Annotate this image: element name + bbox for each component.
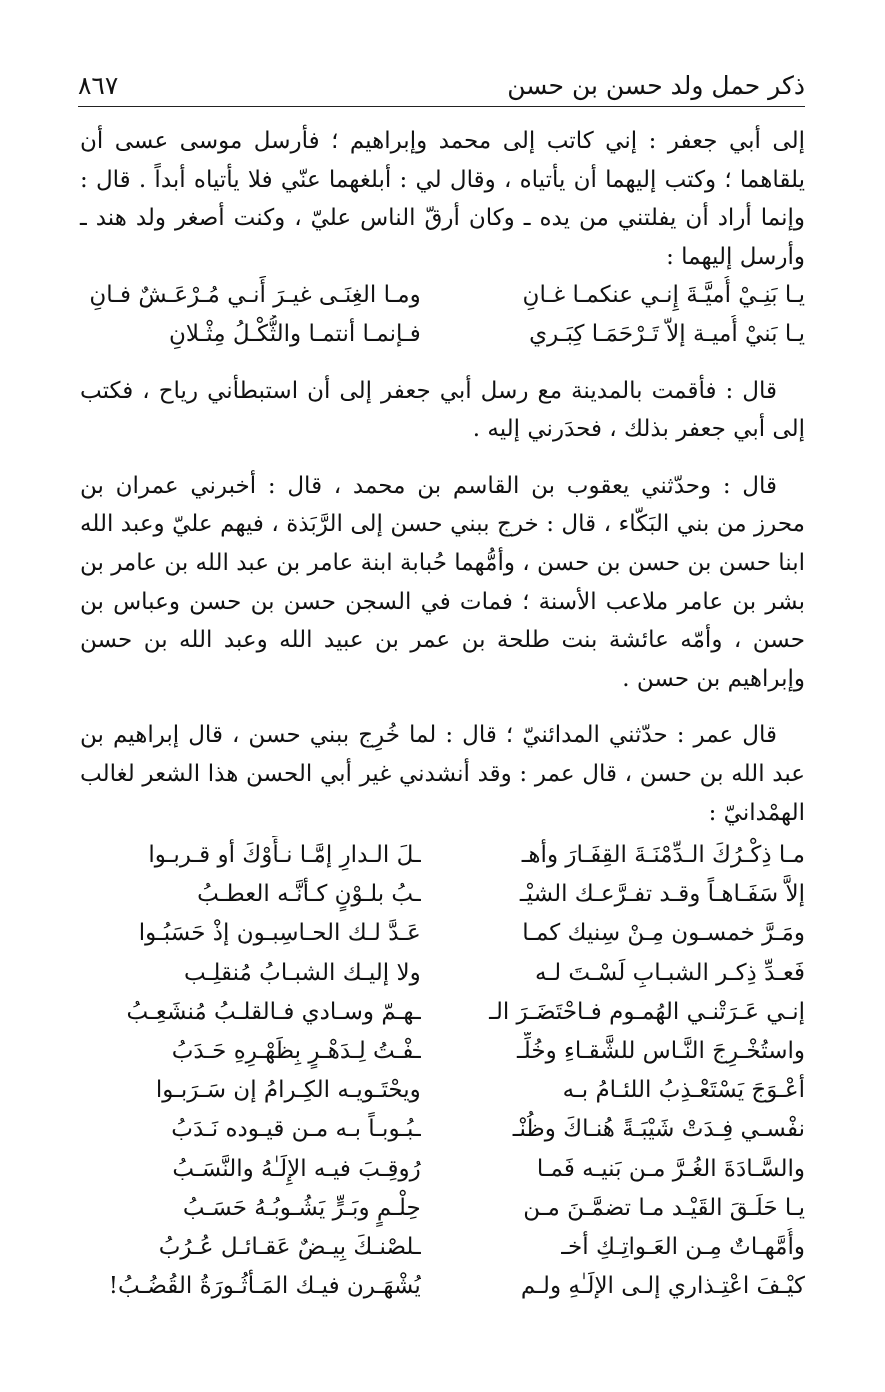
- poem-first-hemistich: أعْـوَجَ يَسْتَعْـذِبُ اللئـامُ بـه: [562, 1077, 805, 1104]
- poem-first-hemistich: إنـي عَـرَتْنـي الهُمـوم فـاحْتَضَـرَ الـ: [489, 998, 805, 1025]
- poem-second-hemistich: ـبُـوبـاً بـه مـن قيـوده نَـدَبُ: [171, 1116, 421, 1143]
- poem-line: [80, 836, 805, 875]
- poem-first-hemistich: وأُمَّهـاتٌ مِـن العَـواتِـكِ أخـ: [561, 1233, 805, 1260]
- poem-first-hemistich: نفْسـي فِـدَتْ شَيْبَـةً هُنـاكَ وظُنْـ: [512, 1116, 805, 1143]
- poem-second-hemistich: ـفْـتُ لِـدَهْـرٍ بِظَهْـرِهِ حَـدَبُ: [171, 1038, 421, 1065]
- running-title: ذكر حمل ولد حسن بن حسن: [507, 71, 805, 100]
- body-text: [80, 122, 805, 1306]
- paragraph: قال عمر : حدّثني المدائنيّ ؛ قال : لما خُرِج ببني حسن ، قال إبراهيم بن عبد الله بن حسن ، قال عمر : وقد أنشدني غير أبي الحسن هذا الشعر لغالب الهمْدانيّ :: [80, 722, 805, 826]
- poem-second-hemistich: ويحْتَـويـه الكِـرامُ إن سَـرَبـوا: [155, 1077, 421, 1104]
- poem-second-hemistich: يُشْهَـرن فيـك المَـأثُـورَةُ القُضُـبُ!: [108, 1273, 421, 1300]
- poem-first-hemistich: مـا ذِكْـرُكَ الـدِّمْنَـةَ القِفَـارَ وأهـ: [521, 842, 805, 869]
- verse-row: [80, 276, 805, 315]
- poem-line: [80, 1032, 805, 1071]
- poem-second-hemistich: ولا إليـك الشبـابُ مُنقلِـب: [184, 959, 421, 986]
- poem-second-hemistich: ـهـمّ وسـادي فـالقلـبُ مُنشَعِـبُ: [126, 998, 421, 1025]
- page-header: [78, 58, 805, 107]
- poem-line: [80, 1150, 805, 1189]
- poem-line: [80, 954, 805, 993]
- page-number: ٨٦٧: [78, 71, 119, 100]
- poem: [80, 836, 805, 1306]
- verse-second-hemistich: فـإنمـا أنتمـا والثُّكْـلُ مِثْـلانِ: [168, 320, 421, 347]
- poem-second-hemistich: عَـدَّ لـك الحـاسِبـون إذْ حَسَبُـوا: [138, 920, 421, 947]
- paragraph: قال : فأقمت بالمدينة مع رسل أبي جعفر إلى أن استبطأني رياح ، فكتب إلى أبي جعفر بذلك ، فحدَرني إليه .: [80, 377, 805, 443]
- poem-second-hemistich: حِلْـمٍ وبَـرٍّ يَشُـوبُـهُ حَسَـبُ: [182, 1194, 421, 1221]
- verse-row: [80, 315, 805, 354]
- verse-second-hemistich: ومـا الغِنَـى غيـرَ أَنـي مُـرْعَـشٌ فـانِ: [89, 282, 421, 309]
- poem-line: [80, 993, 805, 1032]
- poem-line: [80, 1267, 805, 1306]
- verse-first-hemistich: يـا بَنِـيْ أُميَّـةَ إِنـي عنكمـا غـانِ: [522, 282, 805, 309]
- paragraph: قال : وحدّثني يعقوب بن القاسم بن محمد ، قال : أخبرني عمران بن محرز من بني البَكّاء ، قال : خرج ببني حسن إلى الرَّبَذة ، فيهم عليّ وعبد الله ابنا حسن بن حسن بن حسن ، وأمُّهما حُبابة ابنة عامر بن عبد الله بن عامر بن بشر بن عامر ملاعب الأسنة ؛ فمات في السجن حسن بن حسن وعباس بن حسن ، وأمّه عائشة بنت طلحة بن عمر بن عبيد الله وعبد الله بن حسن وإبراهيم بن حسن .: [80, 472, 805, 692]
- poem-second-hemistich: رُوقِـبَ فيـه الإِلَـٰهُ والنَّسَـبُ: [172, 1155, 421, 1182]
- poem-first-hemistich: واستُخْـرِجَ النَّـاس للشَّقـاءِ وخُلِّـ: [517, 1038, 805, 1065]
- poem-line: [80, 914, 805, 953]
- poem-first-hemistich: إلاَّ سَفَـاهـاً وقـد تفـرَّعـك الشيْـ: [519, 881, 805, 908]
- poem-first-hemistich: يـا حَلَـقَ القَيْـد مـا تضمَّـنَ مـن: [523, 1194, 805, 1221]
- poem-first-hemistich: والسَّـادَةَ الغُـرَّ مـن بَنيـه فَمـا: [536, 1155, 805, 1182]
- poem-line: [80, 875, 805, 914]
- poem-line: [80, 1228, 805, 1267]
- poem-second-hemistich: ـلصْنـكَ بِيـضٌ عَقـائـل عُـرُبُ: [158, 1233, 421, 1260]
- poem-first-hemistich: ومَـرَّ خمسـون مِـنْ سِنيك كمـا: [522, 920, 805, 947]
- poem-second-hemistich: ـلَ الـدارِ إمَّـا نـأَوْكَ أو قـربـوا: [148, 842, 421, 869]
- poem-first-hemistich: فَعـدِّ ذِكـر الشبـابِ لَسْـتَ لـه: [535, 959, 805, 986]
- verse-first-hemistich: يـا بَنيْ أُميـة إلاّ تَـرْحَمَـا كِبَـري: [529, 320, 805, 347]
- poem-first-hemistich: كيْـفَ اعْتِـذاري إلـى الإلَـٰهِ ولـم: [520, 1273, 805, 1300]
- poem-line: [80, 1110, 805, 1149]
- paragraph: إلى أبي جعفر : إني كاتب إلى محمد وإبراهيم ؛ فأرسل موسى عسى أن يلقاهما ؛ وكتب إليهما أن يأتياه ، وقال لي : أبلغهما عنّي فلا يأتياه أبداً . قال : وإنما أراد أن يفلتني من يده ـ وكان أرقّ الناس عليّ ، وكنت أصغر ولد هند ـ وأرسل إليهما :: [80, 128, 805, 270]
- poem-line: [80, 1071, 805, 1110]
- poem-second-hemistich: ـبُ بلـوْنٍ كـأنَّـه العطـبُ: [197, 881, 421, 908]
- poem-line: [80, 1189, 805, 1228]
